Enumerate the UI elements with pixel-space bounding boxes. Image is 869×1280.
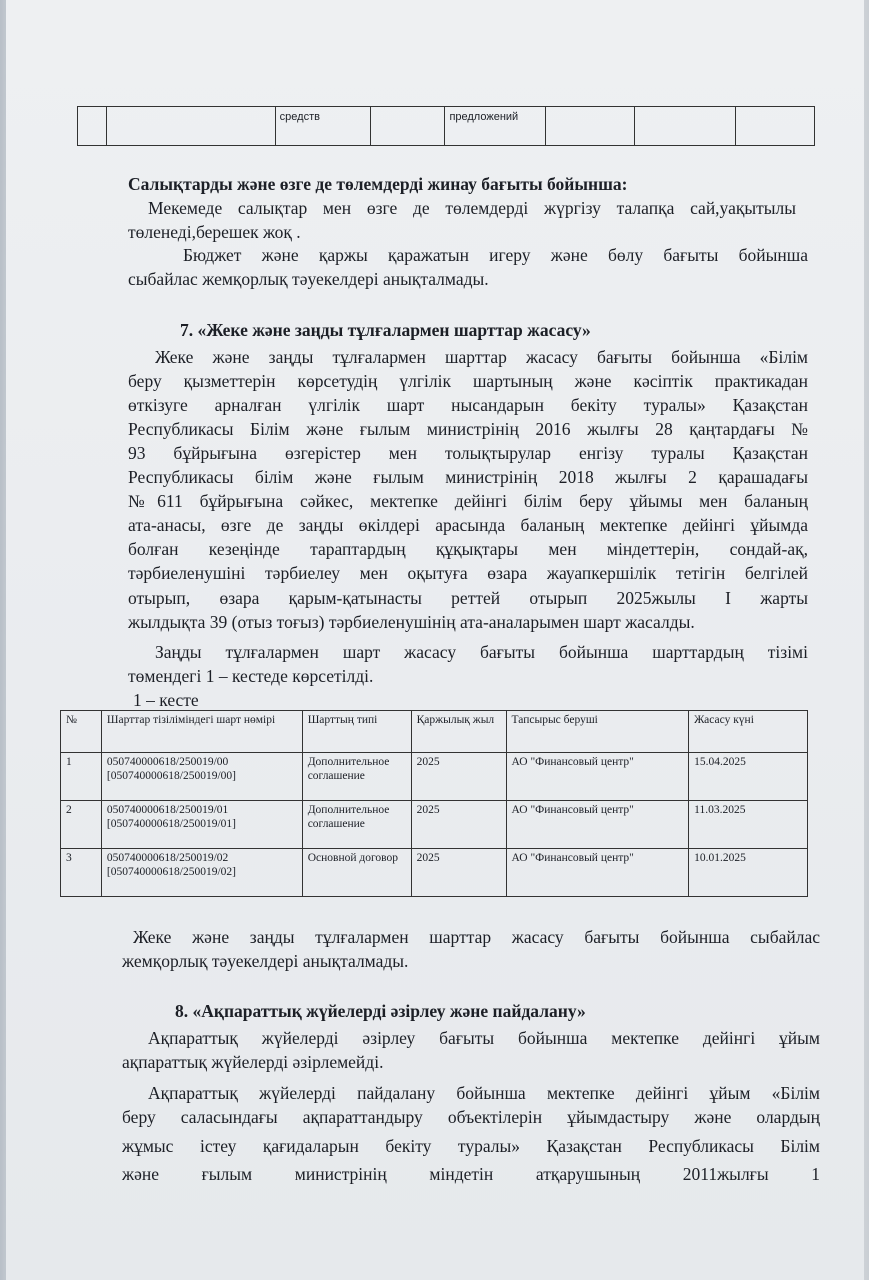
paragraph-line: Жеке және заңды тұлғалармен шарттар жасасу бағыты бойынша «Білім (155, 347, 808, 367)
paragraph-line: ата-анасы, өзге де заңды өкілдері арасында баланың мектепке дейінгі ұйымда (128, 515, 808, 535)
paragraph-line: Бюджет және қаржы қаражатын игеру және бөлу бағыты бойынша (183, 245, 808, 265)
paragraph-line: Республикасы білім және ғылым министрінің 2018 жылғы 2 қарашадағы (128, 467, 808, 487)
paragraph-line: беру саласындағы ақпараттандыру объектілерін ұйымдастыру және олардың (122, 1107, 820, 1127)
table-cell (106, 107, 275, 146)
paragraph-line: 93 бұйрығына өзгерістер мен толықтырулар енгізу туралы Қазақстан (128, 443, 808, 463)
column-header: Тапсырыс беруші (506, 711, 689, 753)
paragraph-line: жылдықта 39 (отыз тоғыз) тәрбиеленушінің ата-аналарымен шарт жасалды. (128, 612, 695, 632)
table-cell: 050740000618/250019/01 [050740000618/250019/01] (101, 801, 302, 849)
column-header: Шарттар тізіліміндегі шарт нөмірі (101, 711, 302, 753)
paragraph-line: Ақпараттық жүйелерді пайдалану бойынша мектепке дейінгі ұйым «Білім (148, 1083, 820, 1103)
table-row (61, 849, 808, 897)
table-row (61, 753, 808, 801)
table-cell (370, 107, 445, 146)
table-cell: 2025 (411, 801, 506, 849)
paragraph-line: және ғылым министрінің міндетін атқарушының 2011жылғы 1 (122, 1164, 820, 1184)
table-cell: 1 (61, 753, 102, 801)
table-cell: 3 (61, 849, 102, 897)
table-row (78, 107, 815, 146)
paragraph-line: тәрбиеленушіні тәрбиелеу мен оқытуға өзара жауапкершілік тетігін белгілей (128, 563, 808, 583)
table-caption: 1 – кесте (133, 690, 199, 710)
table-row (61, 801, 808, 849)
table-cell: АО "Финансовый центр" (506, 801, 689, 849)
table-cell: АО "Финансовый центр" (506, 753, 689, 801)
table-cell: 15.04.2025 (689, 753, 808, 801)
table-cell: предложений (445, 107, 546, 146)
table-cell (736, 107, 815, 146)
table-cell: Дополнительное соглашение (302, 753, 411, 801)
contracts-table (60, 710, 808, 897)
table-cell (546, 107, 635, 146)
paragraph-line: №611 бұйрығына сәйкес, мектепке дейінгі білім беру ұйымы мен баланың (128, 491, 808, 511)
table-cell: 2 (61, 801, 102, 849)
table-cell: 2025 (411, 753, 506, 801)
paragraph-line: Заңды тұлғалармен шарт жасасу бағыты бойынша шарттардың тізімі (155, 642, 808, 662)
column-header: № (61, 711, 102, 753)
paragraph-line: төмендегі 1 – кестеде көрсетілді. (128, 666, 374, 686)
paragraph-line: Жеке және заңды тұлғалармен шарттар жасасу бағыты бойынша сыбайлас (133, 927, 820, 947)
table-cell: АО "Финансовый центр" (506, 849, 689, 897)
table-cell: 050740000618/250019/02 [050740000618/250019/02] (101, 849, 302, 897)
section-heading-7: 7. «Жеке және заңды тұлғалармен шарттар жасасу» (180, 320, 591, 340)
paragraph-line: Мекемеде салықтар мен өзге де төлемдерді жүргізу талапқа сай,уақытылы (148, 198, 796, 218)
paragraph-line: сыбайлас жемқорлық тәуекелдері анықталмады. (128, 269, 489, 289)
paragraph-line: өткізуге арналған үлгілік шарт нысандарын бекіту туралы» Қазақстан (128, 395, 808, 415)
paragraph-line: Республикасы Білім және ғылым министрінің 2016 жылғы 28 қаңтардағы № (128, 419, 808, 439)
table-cell: средств (275, 107, 370, 146)
table-cell: 050740000618/250019/00 [050740000618/250019/00] (101, 753, 302, 801)
top-table-fragment (77, 106, 815, 146)
column-header: Қаржылық жыл (411, 711, 506, 753)
paragraph-line: төленеді,берешек жоқ . (128, 222, 301, 242)
section-heading-8: 8. «Ақпараттық жүйелерді әзірлеу және пайдалану» (175, 1001, 586, 1021)
paragraph-line: жұмыс істеу қағидаларын бекіту туралы» Қазақстан Республикасы Білім (122, 1136, 820, 1156)
table-header-row (61, 711, 808, 753)
table-cell: 2025 (411, 849, 506, 897)
table-cell: 11.03.2025 (689, 801, 808, 849)
paragraph-line: болған кезеңінде тараптардың құқықтары мен міндеттерін, сондай-ақ, (128, 539, 808, 559)
paragraph-line: жемқорлық тәуекелдері анықталмады. (122, 951, 409, 971)
paragraph-line: Ақпараттық жүйелерді әзірлеу бағыты бойынша мектепке дейінгі ұйым (148, 1028, 820, 1048)
table-cell (78, 107, 107, 146)
paragraph-line: беру қызметтерін көрсетудің үлгілік шартының және кәсіптік практикадан (128, 371, 808, 391)
column-header: Жасасу күні (689, 711, 808, 753)
paragraph-line: ақпараттық жүйелерді әзірлемейді. (122, 1052, 384, 1072)
paragraph-line: отырып, өзара қарым-қатынасты реттей отырып 2025жылы І жарты (128, 588, 808, 608)
table-cell (635, 107, 736, 146)
table-cell: Основной договор (302, 849, 411, 897)
column-header: Шарттың типі (302, 711, 411, 753)
table-cell: Дополнительное соглашение (302, 801, 411, 849)
section-heading-taxes: Салықтарды және өзге де төлемдерді жинау бағыты бойынша: (128, 174, 628, 194)
table-cell: 10.01.2025 (689, 849, 808, 897)
